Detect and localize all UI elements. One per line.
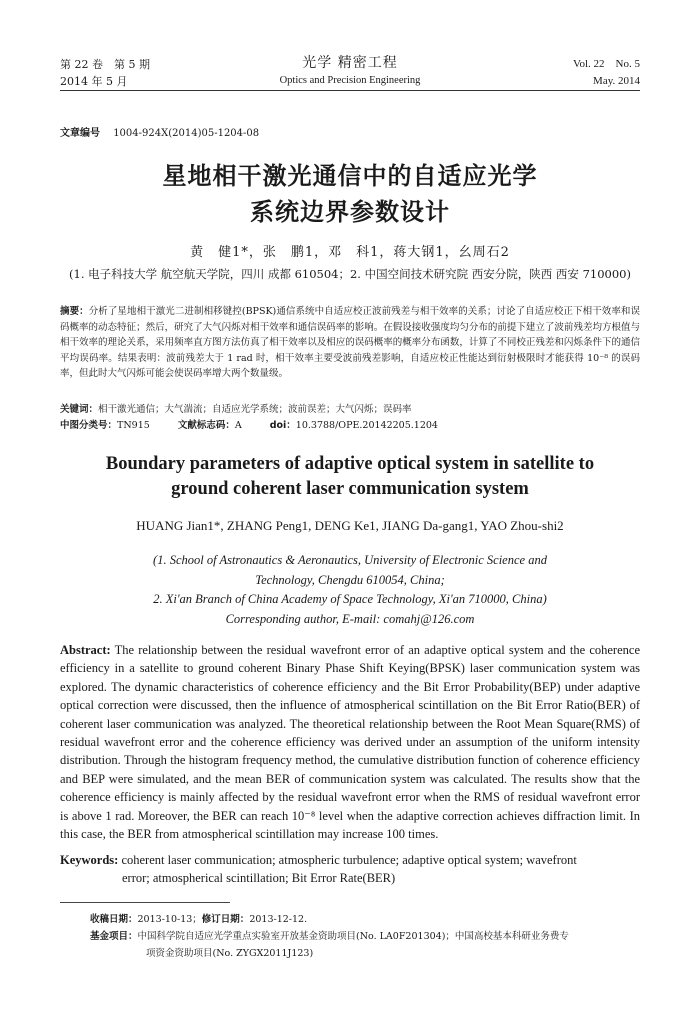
title-cn <box>0 158 700 230</box>
corresponding-author: Corresponding author, E-mail: comahj@126.com <box>225 611 475 626</box>
affiliation-cn: (1. 电子科技大学 航空航天学院，四川 成都 610504；2. 中国空间技术研究院 西安分院，陕西 西安 710000) <box>69 267 631 281</box>
date-cn: 2014 年 5 月 <box>60 75 128 88</box>
title-en-line2: ground coherent laser communication system <box>171 479 529 499</box>
clc-label: 中图分类号： <box>60 420 118 431</box>
article-number <box>60 124 259 139</box>
title-en <box>0 452 700 502</box>
received-value: 2013-10-13； <box>137 914 202 925</box>
title-cn-line1: 星地相干激光通信中的自适应光学 <box>162 162 538 190</box>
abstract-en <box>60 641 640 843</box>
header-rule <box>60 90 640 91</box>
keywords-cn <box>60 402 640 417</box>
received-label: 收稿日期： <box>90 914 138 925</box>
volume-cn: 第 22 卷 第 5 期 <box>60 58 150 71</box>
footnote <box>90 911 650 962</box>
abstract-en-text: The relationship between the residual wavefront error of an adaptive optical system and the coherence efficiency in a satellite to ground coherent Binary Phase Shift Keying(BPSK) laser communication system was explored. The dynamic characteristics of coherence efficiency and the Bit Error Probability(BEP) under adaptive optical correction were discussed, then the influence of atmospherical scintillation on the Bit Error Ratio(BER) of coherent laser communication was analyzed. The theoretical relationship between the Root Mean Square(RMS) of residual wavefront error and the coherence efficiency was derived under an assumption of the uniform intensity distribution. Through the histogram frequency method, the cumulative distribution function of coherence efficiency and BEP were simulated, and the mean BER of communication system was calculated. The results show that the coherence efficiency is mainly affected by the residual wavefront error when the RMS of residual wavefront error is above 1 rad. Moreover, the BER can reach 10⁻⁸ level when the adaptive correction achieves diffraction limit. In this case, the BER from atmospherical scintillation may increase 100 times. <box>60 643 640 842</box>
keywords-cn-label: 关键词： <box>60 404 99 415</box>
date-en: May. 2014 <box>593 75 640 87</box>
fund-line2: 项资金资助项目(No. ZYGX2011J123) <box>146 948 314 959</box>
doi-value: 10.3788/OPE.20142205.1204 <box>295 420 438 431</box>
article-number-value: 1004-924X(2014)05-1204-08 <box>113 128 260 139</box>
fund-line1: 中国科学院自适应光学重点实验室开放基金资助项目(No. LA0F201304)；中国高校基本科研业务费专 <box>137 931 569 942</box>
affiliation-en <box>0 551 700 629</box>
doc-code-label: 文献标志码： <box>177 420 235 431</box>
clc-value: TN915 <box>117 420 150 431</box>
affiliation-en-line2: Technology, Chengdu 610054, China; <box>255 572 445 587</box>
footnote-dates <box>90 911 650 928</box>
affiliation-en-line1: (1. School of Astronautics & Aeronautics, University of Electronic Science and <box>153 553 547 567</box>
affiliation-en-line3: 2. Xi'an Branch of China Academy of Space Technology, Xi'an 710000, China) <box>153 592 547 606</box>
title-en-line1: Boundary parameters of adaptive optical system in satellite to <box>105 454 595 474</box>
article-number-label: 文章编号 <box>60 128 100 139</box>
footnote-fund <box>90 928 650 962</box>
fund-label: 基金项目： <box>90 931 138 942</box>
abstract-en-label: Abstract: <box>60 643 111 657</box>
keywords-en <box>60 851 640 888</box>
footnote-rule <box>60 902 230 903</box>
authors-cn: 黄 健1*，张 鹏1，邓 科1，蒋大钢1，幺周石2 <box>190 245 510 260</box>
doi-label: doi： <box>269 420 296 431</box>
revised-label: 修订日期： <box>201 914 250 925</box>
keywords-en-line2: error; atmospherical scintillation; Bit Error Rate(BER) <box>122 871 396 886</box>
keywords-en-line1: coherent laser communication; atmospheric turbulence; adaptive optical system; wavefront <box>121 853 577 867</box>
journal-en: Optics and Precision Engineering <box>279 75 421 86</box>
title-cn-line2: 系统边界参数设计 <box>250 198 450 226</box>
doc-code-value: A <box>234 420 242 431</box>
keywords-en-label: Keywords: <box>60 853 119 867</box>
classification <box>60 418 640 433</box>
keywords-cn-text: 相干激光通信；大气湍流；自适应光学系统；波前误差；大气闪烁；误码率 <box>98 404 412 415</box>
journal-cn: 光学 精密工程 <box>302 55 398 71</box>
revised-value: 2013-12-12. <box>249 914 308 925</box>
header-right <box>573 56 640 90</box>
abstract-cn <box>60 304 640 382</box>
abstract-cn-label: 摘要： <box>60 306 89 317</box>
abstract-cn-text: 分析了星地相干激光二进制相移键控(BPSK)通信系统中自适应校正波前残差与相干效率的关系；讨论了自适应校正下相干效率和误码概率的动态特征；然后，研究了大气闪烁对相干效率和通信误码率的影响。在假设接收强度均匀分布的前提下建立了波前残差均方根值与相干效率的理论关系，采用频率直方图方法仿真了相干效率以及相应的误码概率的概率分布函数，计算了不同校正残差和闪烁条件下的通信平均误码率。结果表明：波前残差大于 1 rad 时，相干效率主要受波前残差影响，自适应校正性能达到衍射极限时才能获得 10⁻⁸ 的误码率，但此时大气闪烁可能会使误码率增大两个数量级。 <box>60 306 640 379</box>
authors-en: HUANG Jian1*, ZHANG Peng1, DENG Ke1, JIANG Da-gang1, YAO Zhou-shi2 <box>136 518 564 533</box>
volume-en: Vol. 22 No. 5 <box>572 58 640 70</box>
